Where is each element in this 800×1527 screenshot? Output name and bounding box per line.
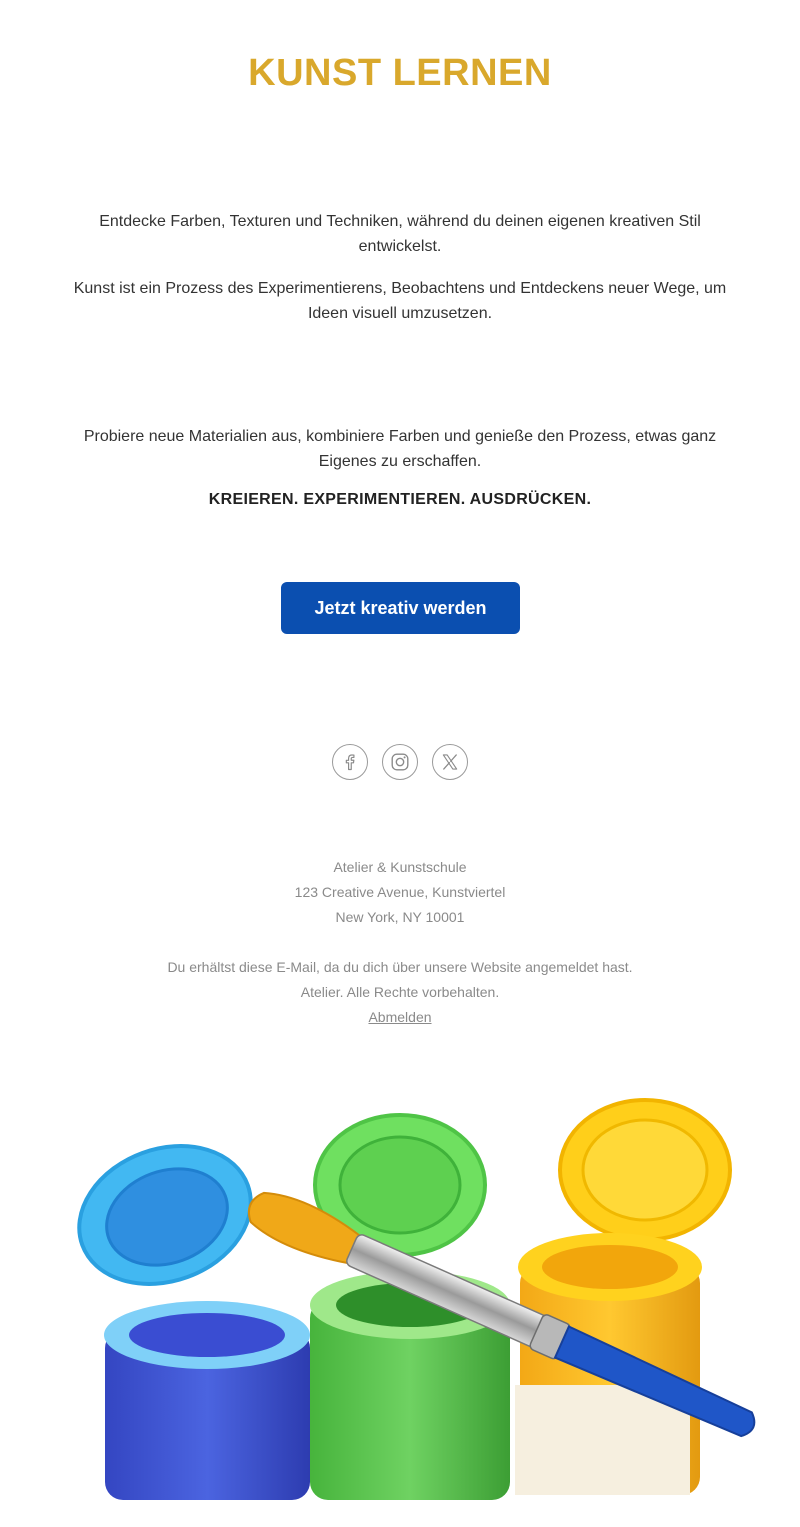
cta-button[interactable]: Jetzt kreativ werden [281, 582, 520, 634]
footer-address: 123 Creative Avenue, Kunstviertel [294, 884, 506, 900]
page-title: KUNST LERNEN [248, 52, 552, 94]
instagram-link[interactable] [382, 744, 418, 780]
instagram-icon [389, 751, 411, 773]
footer-rights: Atelier. Alle Rechte vorbehalten. [300, 984, 500, 1000]
facebook-icon [340, 752, 360, 772]
facebook-link[interactable] [332, 744, 368, 780]
footer-notice: Du erhältst diese E-Mail, da du dich über unsere Website angemeldet hast. [167, 959, 633, 975]
footer-unsubscribe [0, 1005, 800, 1030]
unsubscribe-link[interactable]: Abmelden [368, 1009, 432, 1025]
paint-jars-image [55, 1085, 760, 1500]
footer-company: Atelier & Kunstschule [333, 859, 467, 875]
tagline: KREIEREN. EXPERIMENTIEREN. AUSDRÜCKEN. [208, 491, 592, 508]
intro-paragraph-1: Entdecke Farben, Texturen und Techniken, während du deinen eigenen kreativen Stil entwickelst. [99, 213, 701, 255]
x-icon [440, 752, 460, 772]
social-links [0, 744, 800, 780]
intro-paragraph-2: Kunst ist ein Prozess des Experimentierens, Beobachtens und Entdeckens neuer Wege, um Ideen visuell umzusetzen. [73, 280, 727, 322]
x-link[interactable] [432, 744, 468, 780]
footer-city: New York, NY 10001 [335, 909, 465, 925]
body-paragraph: Probiere neue Materialien aus, kombiniere Farben und genieße den Prozess, etwas ganz Eigenes zu erschaffen. [83, 428, 717, 470]
